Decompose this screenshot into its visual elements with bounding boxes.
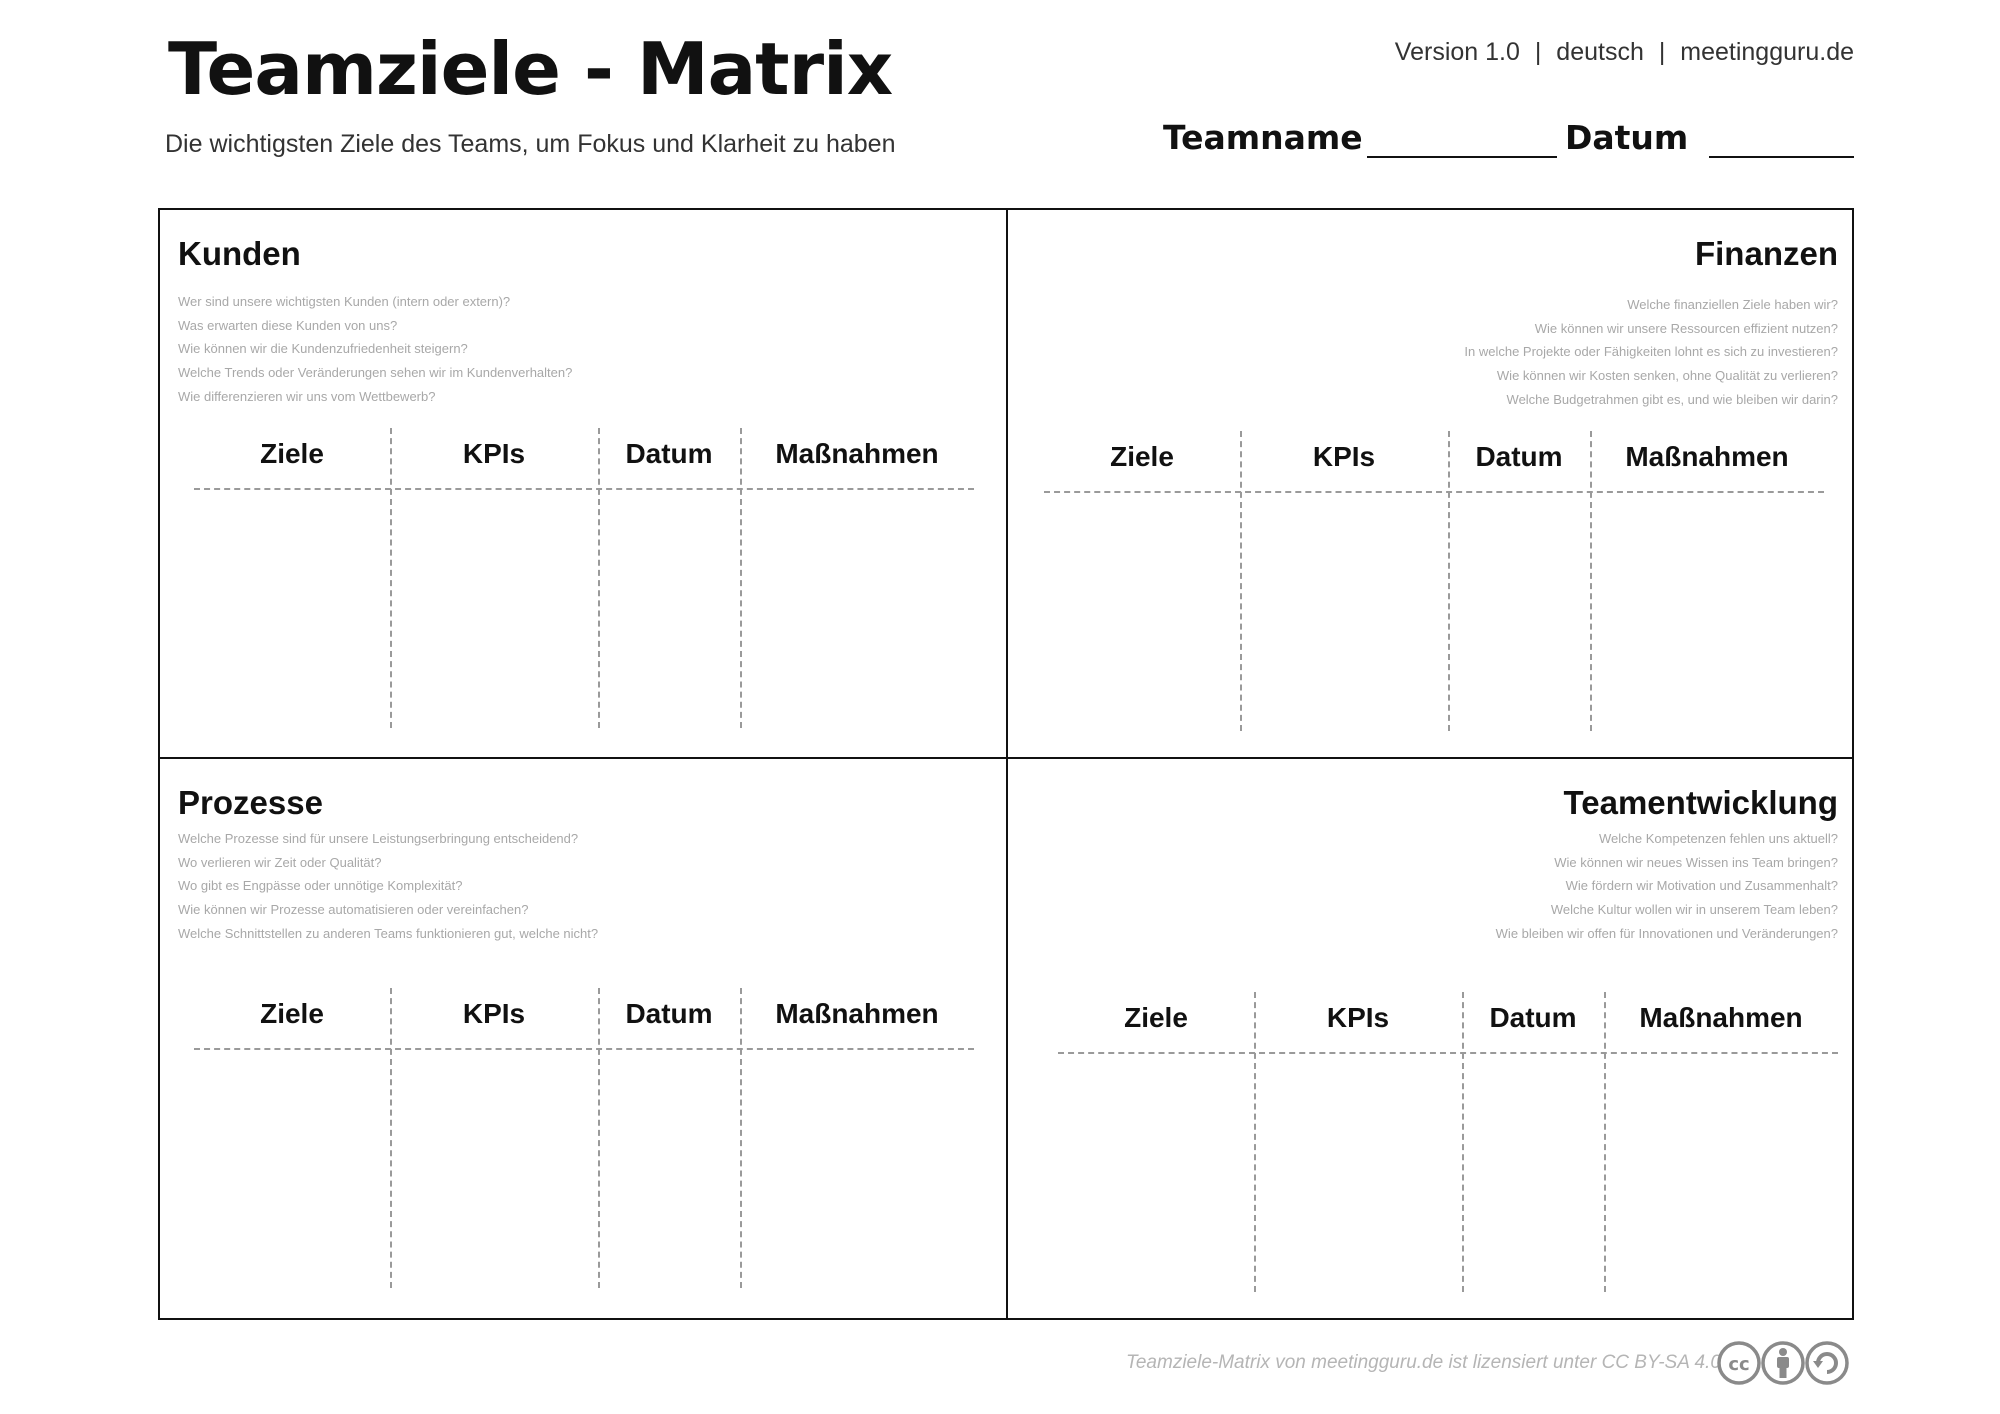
form-fields	[1163, 118, 1854, 164]
question-item: Welche Schnittstellen zu anderen Teams funktionieren gut, welche nicht?	[178, 925, 599, 941]
by-icon	[1760, 1340, 1806, 1386]
goals-table	[194, 428, 974, 728]
site-link[interactable]: meetingguru.de	[1680, 38, 1854, 66]
column-header-kpis: KPIs	[462, 438, 526, 469]
question-item: Wie können wir Kosten senken, ohne Qualität zu verlieren?	[1496, 368, 1838, 384]
column-divider	[390, 428, 392, 728]
column-header-ziele: Ziele	[1110, 441, 1174, 472]
column-divider	[1240, 431, 1242, 731]
separator: |	[1534, 38, 1542, 66]
svg-text:cc: cc	[1728, 1354, 1750, 1375]
question-item: Wie können wir neues Wissen ins Team bringen?	[1554, 854, 1838, 870]
question-item: Wie fördern wir Motivation und Zusammenhalt?	[1565, 878, 1838, 894]
datum-label: Datum	[1565, 118, 1689, 157]
teamname-label: Teamname	[1163, 118, 1363, 157]
quadrant-kunden	[160, 210, 1006, 757]
header-separator	[1058, 1052, 1838, 1054]
question-item: Wer sind unsere wichtigsten Kunden (intern oder extern)?	[178, 294, 511, 309]
datum-field[interactable]	[1709, 156, 1854, 158]
question-item: Welche Kompetenzen fehlen uns aktuell?	[1599, 831, 1838, 846]
goals-table	[1044, 431, 1824, 731]
goals-table	[194, 988, 974, 1288]
column-header-ziele: Ziele	[260, 438, 324, 469]
teamname-field[interactable]	[1367, 156, 1557, 158]
goals-table	[1058, 992, 1838, 1292]
quadrant-title: Finanzen	[1694, 235, 1838, 272]
language-label: deutsch	[1556, 38, 1644, 66]
column-header-kpis: KPIs	[462, 998, 526, 1029]
question-list	[1464, 293, 1838, 412]
header-separator	[1044, 491, 1824, 493]
column-header-kpis: KPIs	[1326, 1002, 1390, 1033]
column-header-datum: Datum	[625, 438, 713, 469]
header-separator	[194, 488, 974, 490]
goals-matrix	[158, 208, 1854, 1320]
question-item: Wie können wir Prozesse automatisieren oder vereinfachen?	[178, 902, 529, 918]
quadrant-title: Kunden	[178, 235, 301, 272]
column-divider	[1604, 992, 1606, 1292]
question-item: Wie differenzieren wir uns vom Wettbewerb?	[178, 388, 436, 404]
version-info	[1395, 38, 1854, 67]
column-header-datum: Datum	[625, 998, 713, 1029]
quadrant-finanzen	[1008, 210, 1854, 757]
question-item: Wo verlieren wir Zeit oder Qualität?	[178, 854, 382, 870]
column-header-massnahmen: Maßnahmen	[1625, 441, 1789, 472]
column-divider	[740, 428, 742, 728]
question-item: Welche Trends oder Veränderungen sehen wir im Kundenverhalten?	[178, 365, 573, 381]
column-header-datum: Datum	[1475, 441, 1563, 472]
column-header-kpis: KPIs	[1312, 441, 1376, 472]
quadrant-prozesse	[160, 759, 1006, 1320]
column-divider	[598, 988, 600, 1288]
column-header-datum: Datum	[1489, 1002, 1577, 1033]
license-icons	[1716, 1340, 1846, 1386]
column-divider	[1462, 992, 1464, 1292]
question-list	[178, 290, 572, 409]
question-item: Welche Prozesse sind für unsere Leistungserbringung entscheidend?	[178, 831, 579, 846]
quadrant-title: Teamentwicklung	[1563, 784, 1838, 821]
version-label: Version 1.0	[1394, 38, 1520, 66]
quadrant-title: Prozesse	[178, 784, 323, 821]
column-header-ziele: Ziele	[1124, 1002, 1188, 1033]
question-item: Welche Kultur wollen wir in unserem Team leben?	[1550, 902, 1838, 918]
cc-icon	[1716, 1340, 1762, 1386]
question-list	[1496, 827, 1838, 946]
column-divider	[598, 428, 600, 728]
column-header-massnahmen: Maßnahmen	[775, 998, 939, 1029]
question-item: Welche Budgetrahmen gibt es, und wie bleiben wir darin?	[1506, 391, 1838, 407]
column-divider	[1590, 431, 1592, 731]
column-divider	[1448, 431, 1450, 731]
column-divider	[1254, 992, 1256, 1292]
question-list	[178, 827, 598, 946]
column-divider	[740, 988, 742, 1288]
question-item: Wie können wir die Kundenzufriedenheit steigern?	[178, 341, 468, 357]
question-item: Welche finanziellen Ziele haben wir?	[1627, 297, 1838, 312]
page-title: Teamziele - Matrix	[168, 27, 893, 111]
question-item: Wo gibt es Engpässe oder unnötige Komplexität?	[178, 878, 463, 894]
column-header-massnahmen: Maßnahmen	[775, 438, 939, 469]
column-header-massnahmen: Maßnahmen	[1639, 1002, 1803, 1033]
license-text: Teamziele-Matrix von meetingguru.de ist lizensiert unter CC BY-SA 4.0	[1126, 1352, 1721, 1373]
question-item: Wie bleiben wir offen für Innovationen und Veränderungen?	[1495, 925, 1838, 941]
question-item: Was erwarten diese Kunden von uns?	[178, 317, 398, 333]
column-divider	[390, 988, 392, 1288]
quadrant-teamentwicklung	[1008, 759, 1854, 1320]
question-item: In welche Projekte oder Fähigkeiten lohnt es sich zu investieren?	[1464, 344, 1838, 360]
sa-icon	[1804, 1340, 1850, 1386]
header-separator	[194, 1048, 974, 1050]
question-item: Wie können wir unsere Ressourcen effizient nutzen?	[1534, 320, 1838, 336]
separator: |	[1658, 38, 1666, 66]
page-subtitle: Die wichtigsten Ziele des Teams, um Fokus und Klarheit zu haben	[165, 130, 896, 158]
column-header-ziele: Ziele	[260, 998, 324, 1029]
